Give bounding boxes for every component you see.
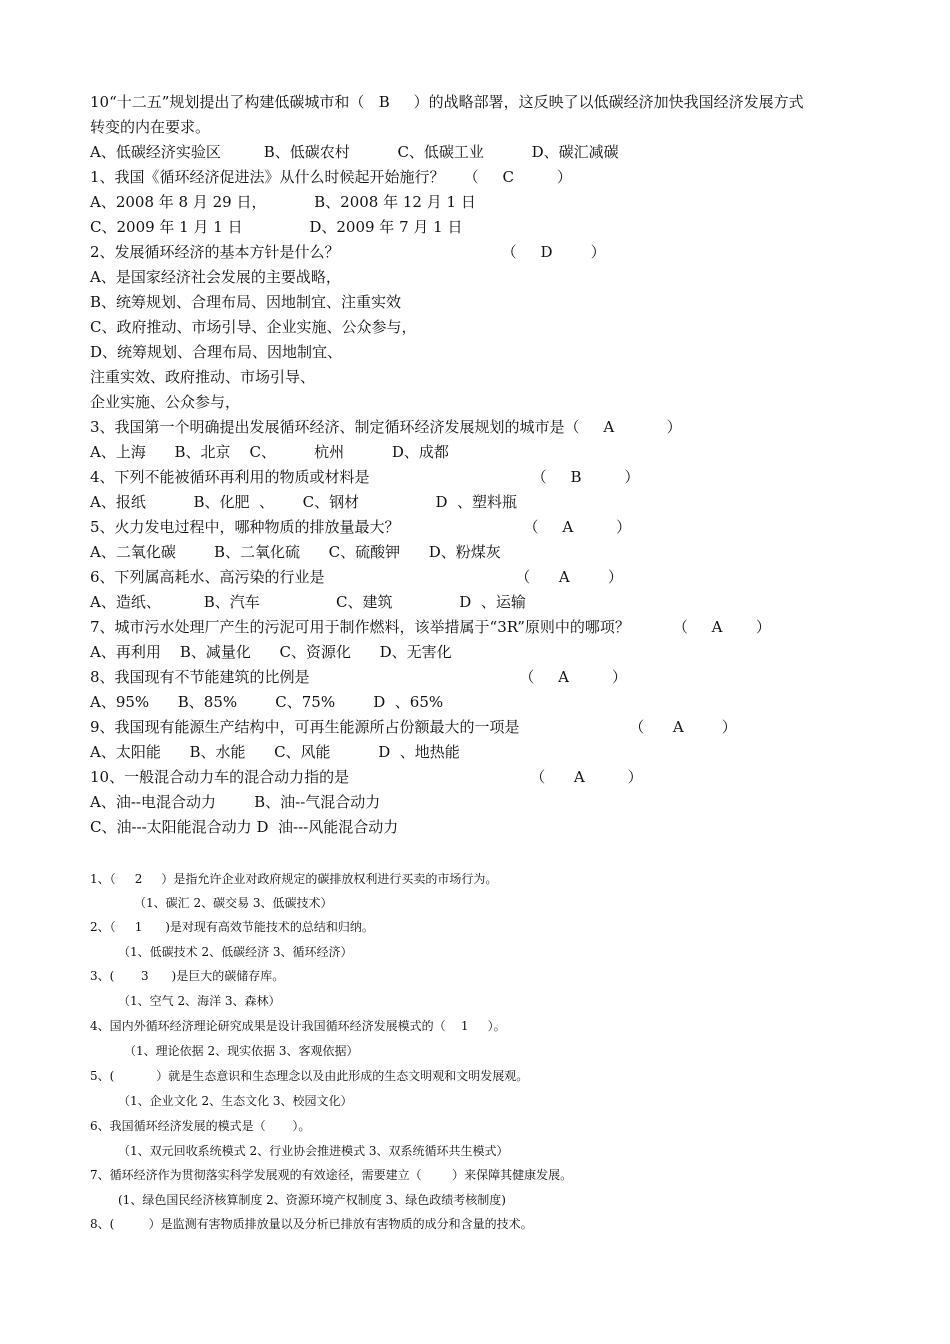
question-6-options: A、造纸、 B、汽车 C、建筑 D 、运输 [90, 593, 526, 611]
question-7-stem: 7、城市污水处理厂产生的污泥可用于制作燃料，该举措属于“3R”原则中的哪项？ （ A ） [90, 618, 771, 636]
fill-question-1: 1、（ 2 ）是指允许企业对政府规定的碳排放权利进行买卖的市场行为。 [90, 872, 498, 886]
fill-question-7-choices: (1、绿色国民经济核算制度 2、资源环境产权制度 3、绿色政绩考核制度) [118, 1193, 506, 1207]
question-8-stem: 8、我国现有不节能建筑的比例是 （ A ） [90, 668, 627, 686]
fill-question-6-choices: （1、双元回收系统模式 2、行业协会推进模式 3、双系统循环共生模式） [118, 1144, 509, 1158]
question-1-stem: 1、我国《循环经济促进法》从什么时候起开始施行？ （ C ） [90, 168, 572, 186]
question-2-option-b: B、统筹规划、合理布局、因地制宜、注重实效 [90, 293, 402, 311]
question-8-options: A、95% B、85% C、75% D 、65% [90, 693, 444, 711]
question-10b-options-ab: A、油--电混合动力 B、油--气混合动力 [90, 793, 381, 811]
question-4-options: A、报纸 B、化肥 、 C、钢材 D 、塑料瓶 [90, 493, 518, 511]
question-2-option-d-line2: 注重实效、政府推动、市场引导、 [90, 368, 316, 386]
question-2-option-a: A、是国家经济社会发展的主要战略， [90, 268, 341, 286]
question-9-stem: 9、我国现有能源生产结构中，可再生能源所占份额最大的一项是 （ A ） [90, 718, 737, 736]
question-10-stem-line1: 10“十二五”规划提出了构建低碳城市和（ B ）的战略部署，这反映了以低碳经济加快我国经济发展方式 [90, 93, 804, 111]
question-10b-options-cd: C、油---太阳能混合动力 D 油---风能混合动力 [90, 818, 399, 836]
question-2-stem: 2、发展循环经济的基本方针是什么？ （ D ） [90, 243, 606, 261]
question-4-stem: 4、下列不能被循环再利用的物质或材料是 （ B ） [90, 468, 640, 486]
question-3-options: A、上海 B、北京 C、 杭州 D、成都 [90, 443, 449, 461]
fill-question-3-choices: （1、空气 2、海洋 3、森林） [118, 994, 281, 1008]
fill-question-4-choices: （1、理论依据 2、现实依据 3、客观依据） [124, 1044, 359, 1058]
question-9-options: A、太阳能 B、水能 C、风能 D 、地热能 [90, 743, 460, 761]
question-1-options-ab: A、2008 年 8 月 29 日， B、2008 年 12 月 1 日 [90, 193, 476, 211]
question-7-options: A、再利用 B、减量化 C、资源化 D、无害化 [90, 643, 452, 661]
fill-question-5-choices: （1、企业文化 2、生态文化 3、校园文化） [118, 1094, 353, 1108]
fill-question-6: 6、我国循环经济发展的模式是（ ）。 [90, 1119, 311, 1133]
fill-question-7: 7、循环经济作为贯彻落实科学发展观的有效途径，需要建立（ ）来保障其健康发展。 [90, 1168, 573, 1182]
question-2-option-d-line3: 企业实施、公众参与， [90, 393, 241, 411]
question-6-stem: 6、下列属高耗水、高污染的行业是 （ A ） [90, 568, 623, 586]
fill-question-2-choices: （1、低碳技术 2、低碳经济 3、循环经济） [118, 945, 353, 959]
fill-question-8: 8、( ）是监测有害物质排放量以及分析已排放有害物质的成分和含量的技术。 [90, 1217, 533, 1231]
fill-question-2: 2、（ 1 )是对现有高效节能技术的总结和归纳。 [90, 920, 374, 934]
question-3-stem: 3、我国第一个明确提出发展循环经济、制定循环经济发展规划的城市是（ A ） [90, 418, 682, 436]
question-1-options-cd: C、2009 年 1 月 1 日 D、2009 年 7 月 1 日 [90, 218, 463, 236]
question-2-option-c: C、政府推动、市场引导、企业实施、公众参与， [90, 318, 417, 336]
fill-question-5: 5、( ）就是生态意识和生态理念以及由此形成的生态文明观和文明发展观。 [90, 1069, 529, 1083]
question-10-options: A、低碳经济实验区 B、低碳农村 C、低碳工业 D、碳汇减碳 [90, 143, 619, 161]
question-5-options: A、二氧化碳 B、二氧化硫 C、硫酸钾 D、粉煤灰 [90, 543, 501, 561]
question-10-stem-line2: 转变的内在要求。 [90, 118, 211, 136]
fill-question-1-choices: （1、碳汇 2、碳交易 3、低碳技术） [134, 896, 333, 910]
question-2-option-d-line1: D、统筹规划、合理布局、因地制宜、 [90, 343, 343, 361]
fill-question-4: 4、国内外循环经济理论研究成果是设计我国循环经济发展模式的（ 1 ）。 [90, 1019, 506, 1033]
question-5-stem: 5、火力发电过程中，哪种物质的排放量最大？ （ A ） [90, 518, 632, 536]
fill-question-3: 3、( 3 )是巨大的碳储存库。 [90, 969, 285, 983]
question-10b-stem: 10、一般混合动力车的混合动力指的是 （ A ） [90, 768, 643, 786]
